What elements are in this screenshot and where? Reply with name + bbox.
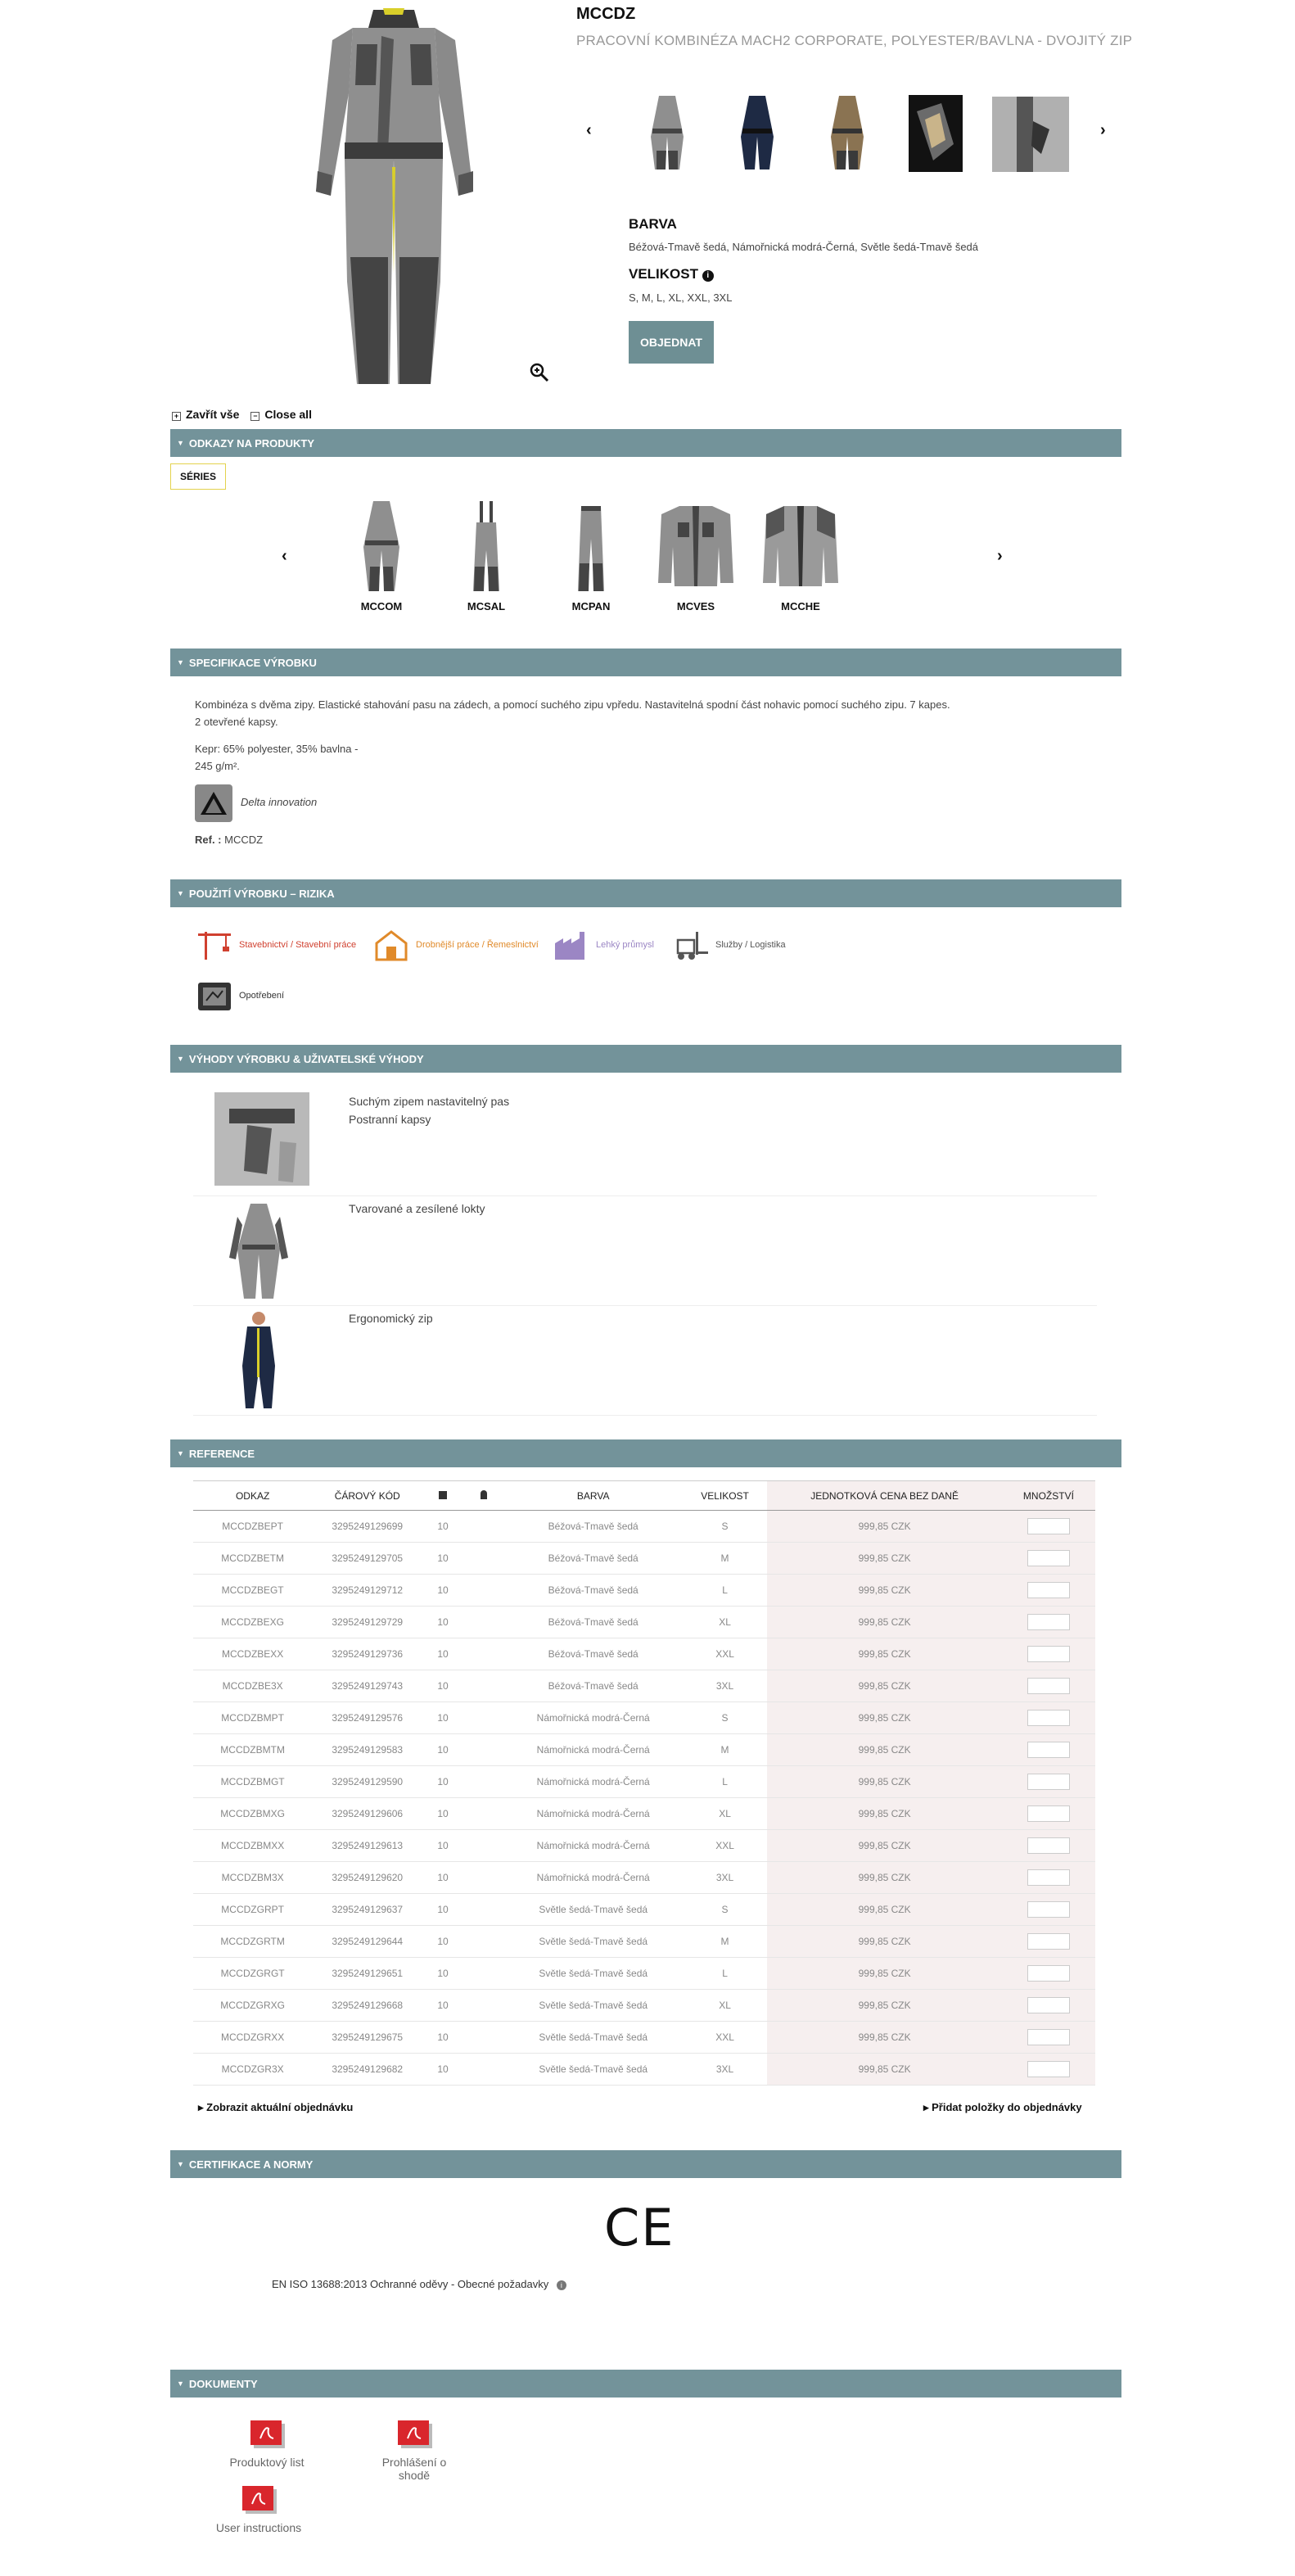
cell-color: Béžová-Tmavě šedá: [504, 1543, 683, 1575]
quantity-input[interactable]: [1027, 1869, 1070, 1886]
cell-pack: 10: [422, 1575, 463, 1607]
cell-price: 999,85 CZK: [767, 1766, 1001, 1798]
doc-label: Prohlášení o shodě: [381, 2456, 447, 2482]
cell-size: XXL: [683, 1830, 768, 1862]
cell-barcode: 3295249129606: [312, 1798, 422, 1830]
ce-mark: CE: [604, 2198, 675, 2257]
cell-ref: MCCDZBMGT: [193, 1766, 312, 1798]
zoom-icon[interactable]: [529, 362, 550, 383]
thumbnail-navy[interactable]: [729, 92, 786, 174]
quantity-input[interactable]: [1027, 1646, 1070, 1662]
add-items-label: Přidat položky do objednávky: [932, 2101, 1082, 2113]
cell-barcode: 3295249129644: [312, 1926, 422, 1958]
quantity-input[interactable]: [1027, 1710, 1070, 1726]
usage-label: Stavebnictví / Stavební práce: [239, 940, 357, 950]
table-row: [193, 1830, 1095, 1862]
quantity-input[interactable]: [1027, 1742, 1070, 1758]
caret-down-icon: ▼: [177, 2379, 184, 2388]
cell-empty: [463, 1511, 504, 1543]
caret-down-icon: ▼: [177, 439, 184, 447]
ref-line: [195, 834, 263, 846]
quantity-input[interactable]: [1027, 1837, 1070, 1854]
cell-empty: [463, 1543, 504, 1575]
cell-barcode: 3295249129712: [312, 1575, 422, 1607]
cell-quantity: [1002, 1575, 1095, 1607]
factory-icon: [553, 929, 589, 961]
cell-color: Béžová-Tmavě šedá: [504, 1607, 683, 1638]
cell-color: Světle šedá-Tmavě šedá: [504, 1894, 683, 1926]
cell-quantity: [1002, 1862, 1095, 1894]
cell-quantity: [1002, 1734, 1095, 1766]
cell-quantity: [1002, 1638, 1095, 1670]
quantity-input[interactable]: [1027, 1614, 1070, 1630]
series-label: MCSAL: [467, 600, 506, 612]
cell-barcode: 3295249129675: [312, 2022, 422, 2054]
cell-color: Námořnická modrá-Černá: [504, 1798, 683, 1830]
caret-down-icon: ▼: [177, 2160, 184, 2168]
cell-quantity: [1002, 1830, 1095, 1862]
cell-pack: 10: [422, 1766, 463, 1798]
usage-label: Služby / Logistika: [715, 940, 786, 950]
cell-pack: 10: [422, 1607, 463, 1638]
table-row: [193, 1638, 1095, 1670]
cell-size: L: [683, 1958, 768, 1990]
cell-pack: 10: [422, 1830, 463, 1862]
col-header: ODKAZ: [193, 1481, 312, 1511]
cell-color: Světle šedá-Tmavě šedá: [504, 2022, 683, 2054]
usage-label: Lehký průmysl: [596, 940, 654, 950]
cell-ref: MCCDZGRXX: [193, 2022, 312, 2054]
cell-quantity: [1002, 1894, 1095, 1926]
cell-price: 999,85 CZK: [767, 1543, 1001, 1575]
section-bar-reference[interactable]: ▼ REFERENCE: [170, 1439, 1121, 1467]
series-tag[interactable]: SÉRIES: [170, 463, 226, 490]
doc-product-sheet[interactable]: [218, 2419, 316, 2469]
minus-box-icon: −: [250, 412, 259, 421]
quantity-input[interactable]: [1027, 1518, 1070, 1534]
cell-color: Béžová-Tmavě šedá: [504, 1638, 683, 1670]
cell-color: Námořnická modrá-Černá: [504, 1830, 683, 1862]
cell-quantity: [1002, 2022, 1095, 2054]
table-row: [193, 1543, 1095, 1575]
spec-desc-line: Kombinéza s dvěma zipy. Elastické stahování pasu na zádech, a pomocí suchého zipu vpředu. Nastavitelná spodní část nohavic pomocí suchého zipu. 7 kapes.: [195, 698, 950, 711]
doc-user-instructions[interactable]: [210, 2484, 308, 2534]
usage-item-logistics: [671, 929, 786, 961]
cell-size: 3XL: [683, 1862, 768, 1894]
cell-ref: MCCDZBEPT: [193, 1511, 312, 1543]
quantity-input[interactable]: [1027, 1997, 1070, 2013]
cell-size: M: [683, 1734, 768, 1766]
cell-price: 999,85 CZK: [767, 1511, 1001, 1543]
cell-price: 999,85 CZK: [767, 1670, 1001, 1702]
caret-down-icon: ▼: [177, 658, 184, 667]
series-label: MCPAN: [571, 600, 611, 612]
cell-empty: [463, 1575, 504, 1607]
cell-empty: [463, 1862, 504, 1894]
benefit-divider: [193, 1415, 1097, 1416]
table-row: [193, 1798, 1095, 1830]
order-button[interactable]: OBJEDNAT: [629, 321, 714, 364]
innovation-label: Delta innovation: [241, 796, 318, 808]
spec-material-line: 245 g/m².: [195, 760, 240, 772]
cell-price: 999,85 CZK: [767, 1830, 1001, 1862]
info-icon[interactable]: i: [702, 270, 714, 282]
norm-label: EN ISO 13688:2013 Ochranné oděvy - Obecné požadavky: [272, 2278, 549, 2290]
cell-price: 999,85 CZK: [767, 1894, 1001, 1926]
cell-quantity: [1002, 1511, 1095, 1543]
series-item-mcche[interactable]: [760, 498, 842, 612]
cell-color: Námořnická modrá-Černá: [504, 1734, 683, 1766]
cell-size: XL: [683, 1990, 768, 2022]
cell-quantity: [1002, 1926, 1095, 1958]
series-item-mcves[interactable]: [655, 498, 737, 612]
cell-size: XXL: [683, 1638, 768, 1670]
cell-empty: [463, 1990, 504, 2022]
cell-ref: MCCDZBEXX: [193, 1638, 312, 1670]
cell-barcode: 3295249129651: [312, 1958, 422, 1990]
caret-down-icon: ▼: [177, 889, 184, 897]
cell-barcode: 3295249129590: [312, 1766, 422, 1798]
reference-table: [193, 1480, 1095, 2086]
cell-price: 999,85 CZK: [767, 1575, 1001, 1607]
caret-down-icon: ▼: [177, 1055, 184, 1063]
cell-ref: MCCDZBMXX: [193, 1830, 312, 1862]
sizes-value: S, M, L, XL, XXL, 3XL: [629, 291, 733, 304]
col-header: BARVA: [504, 1481, 683, 1511]
table-row: [193, 1575, 1095, 1607]
doc-label: User instructions: [215, 2521, 302, 2534]
benefit-image-elbows: [226, 1200, 291, 1306]
cell-empty: [463, 2022, 504, 2054]
delta-innovation-icon: [195, 784, 232, 822]
thumb-prev-arrow[interactable]: ‹: [586, 121, 592, 139]
show-order-label: Zobrazit aktuální objednávku: [206, 2101, 354, 2113]
cell-pack: 10: [422, 1734, 463, 1766]
cell-ref: MCCDZBETM: [193, 1543, 312, 1575]
cell-price: 999,85 CZK: [767, 1702, 1001, 1734]
cell-empty: [463, 1894, 504, 1926]
spec-description: [195, 696, 1103, 730]
cell-quantity: [1002, 1798, 1095, 1830]
info-icon[interactable]: i: [557, 2280, 566, 2290]
table-row: [193, 1702, 1095, 1734]
cell-ref: MCCDZGRGT: [193, 1958, 312, 1990]
series-label: MCVES: [676, 600, 715, 612]
series-next-arrow[interactable]: ›: [997, 547, 1003, 565]
cell-pack: 10: [422, 1798, 463, 1830]
quantity-input[interactable]: [1027, 1678, 1070, 1694]
col-header: JEDNOTKOVÁ CENA BEZ DANĚ: [767, 1481, 1001, 1511]
cell-pack: 10: [422, 1511, 463, 1543]
cell-pack: 10: [422, 1990, 463, 2022]
cell-price: 999,85 CZK: [767, 1926, 1001, 1958]
cell-size: XXL: [683, 2022, 768, 2054]
cell-size: S: [683, 1511, 768, 1543]
cell-barcode: 3295249129682: [312, 2054, 422, 2086]
cell-quantity: [1002, 1766, 1095, 1798]
cell-quantity: [1002, 1670, 1095, 1702]
ref-value: MCCDZ: [224, 834, 264, 846]
caret-down-icon: ▼: [177, 1449, 184, 1457]
section-bar-docs[interactable]: ▼ DOKUMENTY: [170, 2370, 1121, 2397]
product-subtitle: PRACOVNÍ KOMBINÉZA MACH2 CORPORATE, POLYESTER/BAVLNA - DVOJITÝ ZIP: [576, 33, 1133, 48]
quantity-input[interactable]: [1027, 2061, 1070, 2077]
plus-box-icon: +: [172, 412, 181, 421]
section-bar-benefits[interactable]: ▼ VÝHODY VÝROBKU & UŽIVATELSKÉ VÝHODY: [170, 1045, 1121, 1073]
cell-ref: MCCDZBM3X: [193, 1862, 312, 1894]
section-bar-links[interactable]: ▼ ODKAZY NA PRODUKTY: [170, 429, 1121, 457]
series-label: MCCOM: [360, 600, 403, 612]
cell-quantity: [1002, 1958, 1095, 1990]
cell-price: 999,85 CZK: [767, 2022, 1001, 2054]
cell-size: L: [683, 1766, 768, 1798]
quantity-input[interactable]: [1027, 1901, 1070, 1918]
thumbnail-detail-pocket[interactable]: [992, 97, 1069, 172]
table-row: [193, 1894, 1095, 1926]
wear-icon: [196, 979, 232, 1012]
cell-pack: 10: [422, 1926, 463, 1958]
table-row: [193, 1734, 1095, 1766]
cell-ref: MCCDZBE3X: [193, 1670, 312, 1702]
cell-barcode: 3295249129736: [312, 1638, 422, 1670]
cell-pack: 10: [422, 1702, 463, 1734]
table-header-row: [193, 1481, 1095, 1511]
crane-icon: [196, 929, 232, 961]
quantity-input[interactable]: [1027, 1550, 1070, 1566]
cell-pack: 10: [422, 1958, 463, 1990]
table-row: [193, 1862, 1095, 1894]
table-row: [193, 1990, 1095, 2022]
cell-price: 999,85 CZK: [767, 1990, 1001, 2022]
cell-size: S: [683, 1894, 768, 1926]
col-header: ČÁROVÝ KÓD: [312, 1481, 422, 1511]
norm-text: [272, 2278, 566, 2290]
cell-quantity: [1002, 1607, 1095, 1638]
reference-table-body: [193, 1511, 1095, 2086]
cell-ref: MCCDZBEGT: [193, 1575, 312, 1607]
cell-pack: 10: [422, 2054, 463, 2086]
benefit-divider: [193, 1305, 1097, 1306]
cell-pack: 10: [422, 2022, 463, 2054]
cell-color: Námořnická modrá-Černá: [504, 1766, 683, 1798]
benefit-divider: [193, 1195, 1097, 1196]
col-header-box: [422, 1481, 463, 1511]
cell-barcode: 3295249129637: [312, 1894, 422, 1926]
table-row: [193, 1926, 1095, 1958]
cell-quantity: [1002, 1543, 1095, 1575]
cell-empty: [463, 2054, 504, 2086]
section-bar-certs[interactable]: ▼ CERTIFIKACE A NORMY: [170, 2150, 1121, 2178]
quantity-input[interactable]: [1027, 1933, 1070, 1950]
cell-color: Námořnická modrá-Černá: [504, 1862, 683, 1894]
thumbnail-grey[interactable]: [638, 92, 696, 174]
cell-price: 999,85 CZK: [767, 1607, 1001, 1638]
cell-ref: MCCDZGRXG: [193, 1990, 312, 2022]
person-icon: [481, 1490, 487, 1499]
expand-all-toggle[interactable]: + Zavřít vše: [172, 408, 239, 421]
usage-item-light-industry: [553, 929, 654, 961]
section-bar-spec[interactable]: ▼ SPECIFIKACE VÝROBKU: [170, 649, 1121, 676]
product-title: MCCDZ: [576, 5, 636, 23]
quantity-input[interactable]: [1027, 1582, 1070, 1598]
collapse-all-toggle[interactable]: − Close all: [250, 408, 312, 421]
cell-ref: MCCDZBEXG: [193, 1607, 312, 1638]
cell-barcode: 3295249129705: [312, 1543, 422, 1575]
cell-barcode: 3295249129613: [312, 1830, 422, 1862]
cell-ref: MCCDZBMXG: [193, 1798, 312, 1830]
benefit-image-waist: [214, 1092, 309, 1186]
cell-price: 999,85 CZK: [767, 2054, 1001, 2086]
table-row: [193, 1511, 1095, 1543]
cell-quantity: [1002, 1702, 1095, 1734]
colors-value: Béžová-Tmavě šedá, Námořnická modrá-Černá, Světle šedá-Tmavě šedá: [629, 241, 979, 253]
cell-size: S: [683, 1702, 768, 1734]
col-header: VELIKOST: [683, 1481, 768, 1511]
series-prev-arrow[interactable]: ‹: [282, 547, 287, 565]
cell-empty: [463, 1766, 504, 1798]
cell-empty: [463, 1702, 504, 1734]
cell-color: Béžová-Tmavě šedá: [504, 1670, 683, 1702]
cell-price: 999,85 CZK: [767, 1862, 1001, 1894]
spec-desc-line: 2 otevřené kapsy.: [195, 716, 278, 728]
pdf-icon: [218, 2419, 316, 2452]
benefit-text: Ergonomický zip: [349, 1312, 433, 1325]
size-label: VELIKOST i: [629, 266, 714, 282]
cell-size: XL: [683, 1607, 768, 1638]
doc-label: Produktový list: [229, 2456, 305, 2469]
cell-quantity: [1002, 2054, 1095, 2086]
table-row: [193, 1607, 1095, 1638]
doc-declaration[interactable]: [365, 2419, 463, 2482]
cell-barcode: 3295249129743: [312, 1670, 422, 1702]
series-item-mcpan[interactable]: [550, 498, 632, 612]
col-header-person: [463, 1481, 504, 1511]
quantity-input[interactable]: [1027, 2029, 1070, 2045]
forklift-icon: [671, 929, 709, 961]
cell-color: Světle šedá-Tmavě šedá: [504, 1926, 683, 1958]
quantity-input[interactable]: [1027, 1965, 1070, 1982]
box-icon: [439, 1491, 447, 1499]
pdf-icon: [210, 2484, 308, 2517]
cell-size: 3XL: [683, 2054, 768, 2086]
thumbnail-detail-dark[interactable]: [909, 95, 963, 172]
benefit-text: [349, 1092, 509, 1128]
cell-empty: [463, 1607, 504, 1638]
cell-barcode: 3295249129620: [312, 1862, 422, 1894]
cell-price: 999,85 CZK: [767, 1798, 1001, 1830]
cell-barcode: 3295249129729: [312, 1607, 422, 1638]
usage-item-construction: [196, 929, 356, 961]
cell-pack: 10: [422, 1638, 463, 1670]
toggle-row: [172, 408, 312, 421]
cell-size: M: [683, 1543, 768, 1575]
cell-color: Světle šedá-Tmavě šedá: [504, 1958, 683, 1990]
cell-color: Světle šedá-Tmavě šedá: [504, 2054, 683, 2086]
spec-material: [195, 740, 358, 775]
cell-size: M: [683, 1926, 768, 1958]
cell-pack: 10: [422, 1894, 463, 1926]
spec-material-line: Kepr: 65% polyester, 35% bavlna -: [195, 743, 359, 755]
quantity-input[interactable]: [1027, 1774, 1070, 1790]
product-main-image[interactable]: [259, 3, 529, 388]
thumb-next-arrow[interactable]: ›: [1100, 121, 1106, 139]
cell-barcode: 3295249129576: [312, 1702, 422, 1734]
cell-empty: [463, 1958, 504, 1990]
benefit-image-zip: [234, 1308, 283, 1416]
cell-ref: MCCDZBMTM: [193, 1734, 312, 1766]
cell-barcode: 3295249129583: [312, 1734, 422, 1766]
cell-pack: 10: [422, 1862, 463, 1894]
cell-pack: 10: [422, 1670, 463, 1702]
cell-price: 999,85 CZK: [767, 1734, 1001, 1766]
color-label: BARVA: [629, 216, 677, 232]
cell-size: 3XL: [683, 1670, 768, 1702]
cell-barcode: 3295249129668: [312, 1990, 422, 2022]
cell-color: Béžová-Tmavě šedá: [504, 1511, 683, 1543]
series-item-mcsal[interactable]: [445, 498, 527, 612]
quantity-input[interactable]: [1027, 1805, 1070, 1822]
series-item-mccom[interactable]: [341, 498, 422, 612]
table-row: [193, 2022, 1095, 2054]
section-bar-usage[interactable]: ▼ POUŽITÍ VÝROBKU – RIZIKA: [170, 879, 1121, 907]
ref-label: Ref. :: [195, 834, 222, 846]
add-items-link[interactable]: ▸ Přidat položky do objednávky: [923, 2101, 1082, 2113]
cell-barcode: 3295249129699: [312, 1511, 422, 1543]
cell-empty: [463, 1638, 504, 1670]
benefit-text: Tvarované a zesílené lokty: [349, 1202, 485, 1215]
usage-label: Opotřebení: [239, 991, 285, 1001]
table-row: [193, 1958, 1095, 1990]
cell-ref: MCCDZGRTM: [193, 1926, 312, 1958]
cell-size: XL: [683, 1798, 768, 1830]
usage-label: Drobnější práce / Řemeslnictví: [416, 940, 539, 950]
table-row: [193, 2054, 1095, 2086]
cell-empty: [463, 1926, 504, 1958]
col-header: MNOŽSTVÍ: [1002, 1481, 1095, 1511]
series-label: MCCHE: [781, 600, 820, 612]
cell-empty: [463, 1830, 504, 1862]
usage-item-wear: [196, 979, 284, 1012]
house-icon: [373, 929, 409, 961]
cell-color: Námořnická modrá-Černá: [504, 1702, 683, 1734]
thumbnail-beige[interactable]: [819, 92, 876, 174]
cell-pack: 10: [422, 1543, 463, 1575]
usage-item-crafts: [373, 929, 539, 961]
benefit-line: Postranní kapsy: [349, 1113, 431, 1126]
table-row: [193, 1670, 1095, 1702]
cell-price: 999,85 CZK: [767, 1958, 1001, 1990]
cell-ref: MCCDZBMPT: [193, 1702, 312, 1734]
cell-size: L: [683, 1575, 768, 1607]
pdf-icon: [365, 2419, 463, 2452]
table-row: [193, 1766, 1095, 1798]
cell-quantity: [1002, 1990, 1095, 2022]
cell-price: 999,85 CZK: [767, 1638, 1001, 1670]
cell-ref: MCCDZGRPT: [193, 1894, 312, 1926]
cell-color: Béžová-Tmavě šedá: [504, 1575, 683, 1607]
cell-ref: MCCDZGR3X: [193, 2054, 312, 2086]
benefit-line: Suchým zipem nastavitelný pas: [349, 1095, 510, 1108]
cell-color: Světle šedá-Tmavě šedá: [504, 1990, 683, 2022]
cell-empty: [463, 1734, 504, 1766]
cell-empty: [463, 1798, 504, 1830]
cell-empty: [463, 1670, 504, 1702]
show-order-link[interactable]: ▸ Zobrazit aktuální objednávku: [198, 2101, 354, 2113]
